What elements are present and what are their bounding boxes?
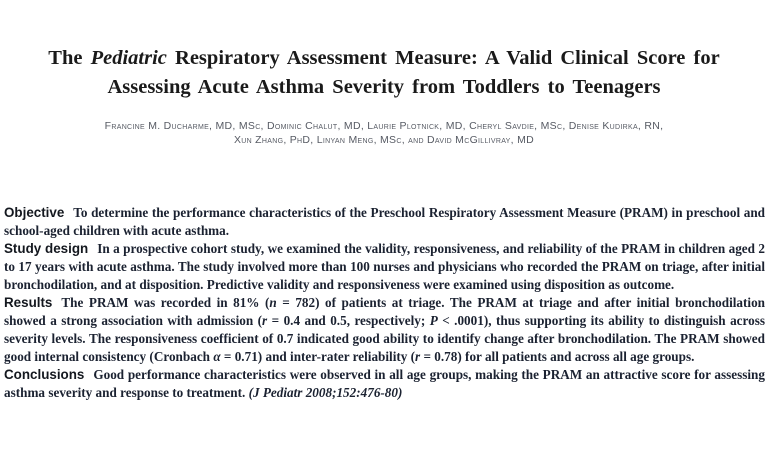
section-text-objective xyxy=(4,205,765,238)
text-segment: = 0.78) for all patients and across all age groups. xyxy=(420,349,695,364)
section-text-results xyxy=(4,295,765,364)
text-segment: The xyxy=(48,47,91,69)
text-segment: = 0.71) and inter-rater reliability ( xyxy=(220,349,416,364)
text-segment: Assessing Acute Asthma Severity from Toddlers to Teenagers xyxy=(107,76,661,98)
text-segment: P xyxy=(429,313,438,328)
text-segment: r xyxy=(262,313,268,328)
abstract-section-results xyxy=(4,294,765,366)
author-list xyxy=(0,119,768,147)
text-segment: < .0001), thus supporting its ability to distinguish across severity levels. The responsiveness coefficient of 0.7 indicated good ability to identify change after bronchodilation. The PRAM showed good internal consistency (Cronbach xyxy=(4,313,765,364)
section-label-study-design: Study design xyxy=(4,241,89,256)
text-segment: Francine M. Ducharme, MD, MSc, Dominic Chalut, MD, Laurie Plotnick, MD, Cheryl Savdie, MSc, Denise Kudirka, RN, xyxy=(104,120,664,132)
text-segment: To determine the performance characteristics of the Preschool Respiratory Assessment Measure (PRAM) in preschool and school-aged children with acute asthma. xyxy=(4,205,765,238)
abstract-section-study-design xyxy=(4,240,765,294)
section-label-conclusions: Conclusions xyxy=(4,367,85,382)
text-segment: Good performance characteristics were observed in all age groups, making the PRAM an attractive score for assessing asthma severity and response to treatment. xyxy=(4,367,765,400)
text-segment: Pediatric xyxy=(90,47,167,69)
section-text-conclusions xyxy=(4,367,765,400)
text-segment: n xyxy=(269,295,277,310)
section-label-results: Results xyxy=(4,295,53,310)
text-segment: α xyxy=(213,349,221,364)
abstract-section-conclusions xyxy=(4,366,765,402)
abstract-section-objective xyxy=(4,204,765,240)
text-segment: (J Pediatr 2008;152:476-80) xyxy=(248,385,403,400)
text-segment: = 782) of patients at triage. The PRAM at triage and after initial bronchodilation showed a strong association with admission ( xyxy=(4,295,765,328)
section-label-objective: Objective xyxy=(4,205,65,220)
text-segment: Respiratory Assessment Measure: A Valid Clinical Score for xyxy=(166,47,720,69)
text-segment: Xun Zhang, PhD, Linyan Meng, MSc, and David McGillivray, MD xyxy=(233,134,535,146)
abstract xyxy=(0,204,768,402)
text-segment: The PRAM was recorded in 81% ( xyxy=(61,295,270,310)
text-segment: = 0.4 and 0.5, respectively; xyxy=(267,313,430,328)
section-text-study-design xyxy=(4,241,765,292)
article-title xyxy=(14,44,754,102)
text-segment: r xyxy=(415,349,421,364)
text-segment: In a prospective cohort study, we examined the validity, responsiveness, and reliability of the PRAM in children aged 2 to 17 years with acute asthma. The study involved more than 100 nurses and physicians who recorded the PRAM on triage, after initial bronchodilation, and at disposition. Predictive validity and responsiveness were examined using disposition as outcome. xyxy=(4,241,765,292)
